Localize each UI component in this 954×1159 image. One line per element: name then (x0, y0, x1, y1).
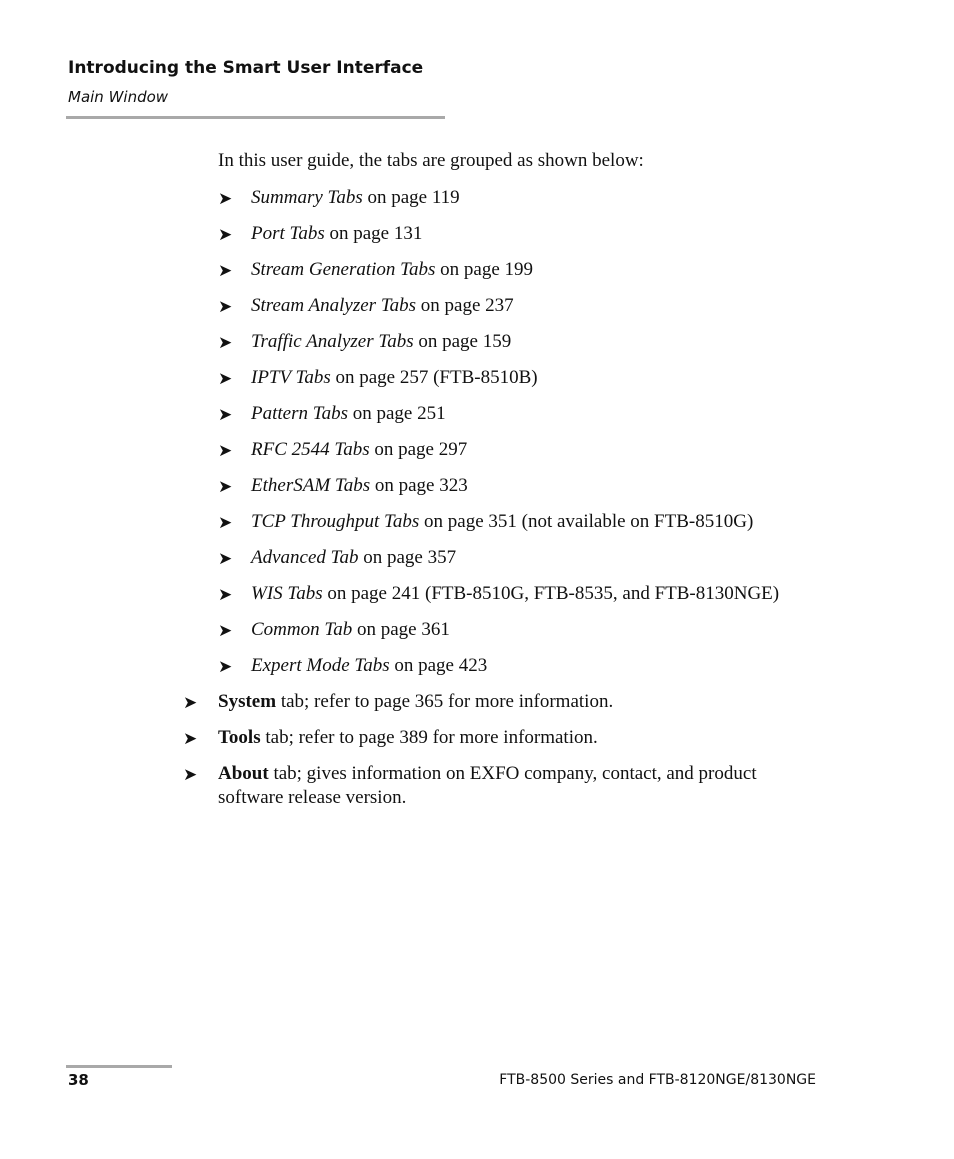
arrow-bullet-icon: ➤ (218, 333, 233, 352)
page-reference: on page 199 (435, 259, 534, 280)
list-item (218, 474, 779, 510)
arrow-bullet-icon: ➤ (183, 765, 198, 784)
cross-reference-link[interactable]: Traffic Analyzer Tabs (251, 331, 414, 352)
page-reference: on page 323 (370, 475, 468, 496)
page-reference: on page 351 (not available on FTB-8510G) (419, 511, 754, 532)
page-reference: on page 241 (FTB-8510G, FTB-8535, and FTB-8130NGE) (322, 583, 780, 604)
page-reference: on page 159 (413, 331, 512, 352)
list-item (218, 222, 779, 258)
header-title: Introducing the Smart User Interface (68, 58, 424, 78)
list-item (183, 726, 823, 750)
page-reference: on page 257 (FTB-8510B) (330, 367, 538, 388)
tab-description: tab; refer to page 389 for more information. (260, 727, 598, 748)
arrow-bullet-icon: ➤ (218, 513, 233, 532)
page-reference: on page 361 (352, 619, 450, 640)
tab-description: tab; refer to page 365 for more information. (276, 691, 614, 712)
arrow-bullet-icon: ➤ (218, 585, 233, 604)
header-rule (66, 116, 445, 119)
tab-description: tab; gives information on EXFO company, contact, and product software release version. (218, 763, 757, 808)
list-item (218, 618, 779, 654)
arrow-bullet-icon: ➤ (218, 297, 233, 316)
tab-group-list (218, 186, 779, 690)
list-item (218, 510, 779, 546)
arrow-bullet-icon: ➤ (218, 405, 233, 424)
cross-reference-link[interactable]: Advanced Tab (251, 547, 359, 568)
list-item (218, 294, 779, 330)
arrow-bullet-icon: ➤ (183, 729, 198, 748)
list-item (218, 402, 779, 438)
main-tab-list (183, 690, 823, 822)
cross-reference-link[interactable]: Summary Tabs (251, 187, 363, 208)
page-number: 38 (68, 1071, 89, 1089)
arrow-bullet-icon: ➤ (218, 189, 233, 208)
cross-reference-link[interactable]: Stream Generation Tabs (251, 259, 436, 280)
cross-reference-link[interactable]: Stream Analyzer Tabs (251, 295, 417, 316)
list-item (218, 654, 779, 690)
list-item (218, 330, 779, 366)
arrow-bullet-icon: ➤ (218, 657, 233, 676)
page-reference: on page 119 (362, 187, 460, 208)
list-item (218, 366, 779, 402)
arrow-bullet-icon: ➤ (218, 369, 233, 388)
arrow-bullet-icon: ➤ (218, 441, 233, 460)
page-reference: on page 423 (389, 655, 488, 676)
cross-reference-link[interactable]: EtherSAM Tabs (251, 475, 371, 496)
list-item (218, 546, 779, 582)
cross-reference-link[interactable]: Common Tab (251, 619, 353, 640)
tab-name: System (218, 691, 277, 712)
arrow-bullet-icon: ➤ (218, 549, 233, 568)
intro-text: In this user guide, the tabs are grouped as shown below: (218, 150, 644, 171)
page-reference: on page 251 (347, 403, 446, 424)
arrow-bullet-icon: ➤ (218, 477, 233, 496)
tab-name: Tools (218, 727, 261, 748)
tab-name: About (218, 763, 269, 784)
list-item (218, 258, 779, 294)
cross-reference-link[interactable]: TCP Throughput Tabs (251, 511, 420, 532)
cross-reference-link[interactable]: Pattern Tabs (251, 403, 348, 424)
header-subtitle: Main Window (68, 88, 169, 106)
cross-reference-link[interactable]: Expert Mode Tabs (251, 655, 390, 676)
page-reference: on page 357 (358, 547, 457, 568)
arrow-bullet-icon: ➤ (218, 261, 233, 280)
list-item (183, 762, 823, 810)
list-item (218, 582, 779, 618)
page-reference: on page 131 (324, 223, 423, 244)
footer-rule (66, 1065, 172, 1068)
cross-reference-link[interactable]: Port Tabs (251, 223, 325, 244)
document-title: FTB-8500 Series and FTB-8120NGE/8130NGE (499, 1072, 816, 1088)
cross-reference-link[interactable]: RFC 2544 Tabs (251, 439, 370, 460)
cross-reference-link[interactable]: IPTV Tabs (251, 367, 331, 388)
arrow-bullet-icon: ➤ (218, 621, 233, 640)
cross-reference-link[interactable]: WIS Tabs (251, 583, 323, 604)
page-reference: on page 297 (369, 439, 468, 460)
list-item (218, 438, 779, 474)
arrow-bullet-icon: ➤ (218, 225, 233, 244)
page-reference: on page 237 (416, 295, 514, 316)
list-item (183, 690, 823, 714)
arrow-bullet-icon: ➤ (183, 693, 198, 712)
list-item (218, 186, 779, 222)
